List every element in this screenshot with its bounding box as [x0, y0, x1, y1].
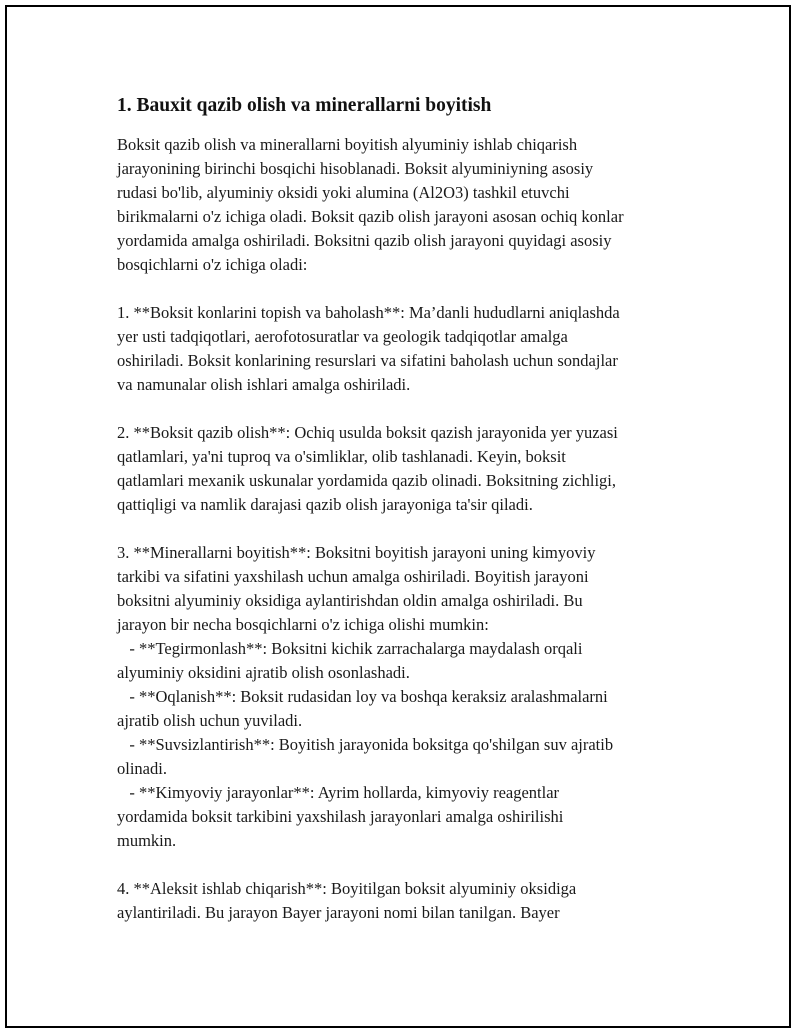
- text-line: rudasi bo'lib, alyuminiy oksidi yoki alumina (Al2O3) tashkil etuvchi: [117, 183, 570, 202]
- text-line: qatlamlari, ya'ni tuproq va o'simliklar, olib tashlanadi. Keyin, boksit: [117, 447, 566, 466]
- text-line: 4. **Aleksit ishlab chiqarish**: Boyitilgan boksit alyuminiy oksidiga: [117, 879, 577, 898]
- step-1-paragraph: [117, 301, 697, 397]
- text-line: 1. **Boksit konlarini topish va baholash**: Ma’danli hududlarni aniqlashda: [117, 303, 620, 322]
- text-line: tarkibi va sifatini yaxshilash uchun amalga oshiriladi. Boyitish jarayoni: [117, 567, 589, 586]
- text-line: - **Oqlanish**: Boksit rudasidan loy va boshqa keraksiz aralashmalarni: [117, 687, 608, 706]
- document-body: [117, 92, 697, 949]
- text-line: bosqichlarni o'z ichiga oladi:: [117, 255, 308, 274]
- text-line: qattiqligi va namlik darajasi qazib olish jarayoniga ta'sir qiladi.: [117, 495, 533, 514]
- text-line: qatlamlari mexanik uskunalar yordamida qazib olinadi. Boksitning zichligi,: [117, 471, 617, 490]
- text-line: aylantiriladi. Bu jarayon Bayer jarayoni nomi bilan tanilgan. Bayer: [117, 903, 560, 922]
- text-line: yer usti tadqiqotlari, aerofotosuratlar va geologik tadqiqotlar amalga: [117, 327, 568, 346]
- text-line: mumkin.: [117, 831, 177, 850]
- text-line: boksitni alyuminiy oksidiga aylantirishdan oldin amalga oshiriladi. Bu: [117, 591, 583, 610]
- text-line: yordamida boksit tarkibini yaxshilash jarayonlari amalga oshirilishi: [117, 807, 564, 826]
- text-line: alyuminiy oksidini ajratib olish osonlashadi.: [117, 663, 410, 682]
- text-line: olinadi.: [117, 759, 167, 778]
- text-line: jarayon bir necha bosqichlarni o'z ichiga olishi mumkin:: [117, 615, 489, 634]
- text-line: ajratib olish uchun yuviladi.: [117, 711, 303, 730]
- text-line: - **Suvsizlantirish**: Boyitish jarayonida boksitga qo'shilgan suv ajratib: [117, 735, 614, 754]
- text-line: oshiriladi. Boksit konlarining resurslari va sifatini baholash uchun sondajlar: [117, 351, 618, 370]
- text-line: - **Kimyoviy jarayonlar**: Ayrim hollarda, kimyoviy reagentlar: [117, 783, 560, 802]
- intro-paragraph: [117, 133, 697, 277]
- text-line: Boksit qazib olish va minerallarni boyitish alyuminiy ishlab chiqarish: [117, 135, 578, 154]
- text-line: birikmalarni o'z ichiga oladi. Boksit qazib olish jarayoni asosan ochiq konlar: [117, 207, 624, 226]
- document-title: 1. Bauxit qazib olish va minerallarni boyitish: [117, 95, 492, 116]
- text-line: va namunalar olish ishlari amalga oshiriladi.: [117, 375, 411, 394]
- text-line: jarayonining birinchi bosqichi hisoblanadi. Boksit alyuminiyning asosiy: [117, 159, 594, 178]
- text-line: yordamida amalga oshiriladi. Boksitni qazib olish jarayoni quyidagi asosiy: [117, 231, 612, 250]
- text-line: 3. **Minerallarni boyitish**: Boksitni boyitish jarayoni uning kimyoviy: [117, 543, 596, 562]
- step-3-paragraph: [117, 541, 697, 853]
- text-line: - **Tegirmonlash**: Boksitni kichik zarrachalarga maydalash orqali: [117, 639, 583, 658]
- step-4-paragraph: [117, 877, 697, 925]
- text-line: 2. **Boksit qazib olish**: Ochiq usulda boksit qazish jarayonida yer yuzasi: [117, 423, 618, 442]
- step-2-paragraph: [117, 421, 697, 517]
